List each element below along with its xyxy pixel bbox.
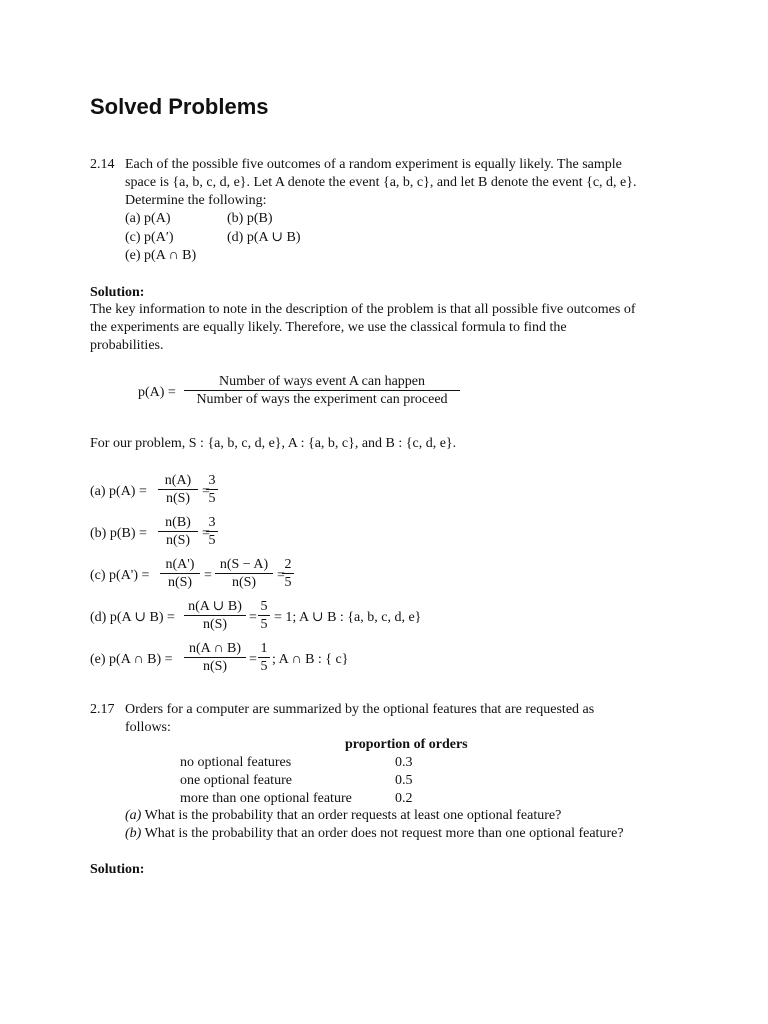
solution-text-line: The key information to note in the description of the problem is that all possible five outcomes of: [90, 302, 636, 317]
solution-heading: Solution:: [90, 862, 145, 877]
problem-text-line: Orders for a computer are summarized by the optional features that are requested as: [125, 702, 595, 717]
fraction: $\frac{2}{5}$: [282, 556, 294, 591]
fraction: $\frac{n(S - A)}{n(S)}$: [215, 556, 273, 591]
problem-text-line: follows:: [125, 720, 171, 735]
problem-text-line: space is {a, b, c, d, e}. Let A denote the event {a, b, c}, and let B denote the event {c, d, e}.: [125, 175, 637, 190]
table-cell-feature: no optional features: [180, 755, 292, 770]
problem-number: 2.17: [90, 702, 115, 717]
formula-denominator: Number of ways the experiment can proceed: [184, 390, 460, 408]
solution-heading: Solution:: [90, 285, 145, 300]
formula-numerator: Number of ways event A can happen: [218, 374, 426, 389]
fraction: $\frac{3}{5}$: [206, 472, 218, 507]
fraction: $\frac{n(A')}{n(S)}$: [160, 556, 200, 591]
page-title: Solved Problems: [90, 94, 269, 119]
fraction: $\frac{1}{5}$: [258, 640, 270, 675]
table-header: proportion of orders: [345, 737, 468, 752]
fraction: $\frac{3}{5}$: [206, 514, 218, 549]
table-cell-feature: one optional feature: [180, 773, 292, 788]
fraction: $\frac{n(B)}{n(S)}$: [158, 514, 198, 549]
part-item: (d) p(A ∪ B): [227, 230, 301, 245]
table-cell-value: 0.3: [395, 755, 413, 770]
fraction: $\frac{n(A \cup B)}{n(S)}$: [184, 598, 246, 633]
part-item: (a) p(A): [125, 211, 171, 226]
part-item: (a) What is the probability that an order requests at least one optional feature?: [125, 808, 562, 823]
table-cell-value: 0.5: [395, 773, 413, 788]
formula-fraction: [184, 373, 460, 408]
part-item: (b) What is the probability that an order does not request more than one optional feature?: [125, 826, 624, 841]
solution-text-line: the experiments are equally likely. Therefore, we use the classical formula to find the: [90, 320, 567, 335]
table-cell-feature: more than one optional feature: [180, 791, 352, 806]
sets-definition: For our problem, S : {a, b, c, d, e}, A : {a, b, c}, and B : {c, d, e}.: [90, 436, 457, 451]
solution-text-line: probabilities.: [90, 338, 164, 353]
fraction: $\frac{n(A \cap B)}{n(S)}$: [184, 640, 246, 675]
formula-lhs: p(A) =: [138, 385, 176, 400]
table-cell-value: 0.2: [395, 791, 413, 806]
fraction: $\frac{n(A)}{n(S)}$: [158, 472, 198, 507]
problem-text-line: Each of the possible five outcomes of a random experiment is equally likely. The sample: [125, 157, 622, 172]
part-item: (b) p(B): [227, 211, 273, 226]
part-item: (c) p(A′): [125, 230, 174, 245]
part-item: (e) p(A ∩ B): [125, 248, 197, 263]
problem-text-line: Determine the following:: [125, 193, 267, 208]
problem-number: 2.14: [90, 157, 115, 172]
fraction: $\frac{5}{5}$: [258, 598, 270, 633]
